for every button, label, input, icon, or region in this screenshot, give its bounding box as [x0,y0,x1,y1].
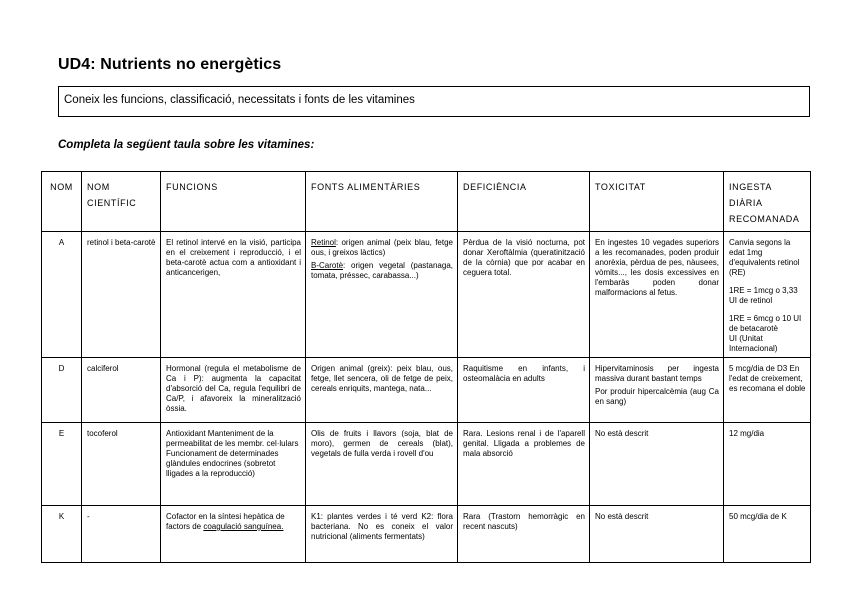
cell-fonts: K1: plantes verdes i té verd K2: flora bacteriana. No es coneix el valor nutricional (aliments fermentats) [306,506,458,563]
cell-ingesta [724,232,811,358]
cell-deficiencia: Raquitisme en infants, i osteomalàcia en adults [458,358,590,423]
cell-nom: D [42,358,82,423]
cell-fonts: Olis de fruits i llavors (soja, blat de moro), germen de cereals (blat), vegetals de fulla verda i rovell d'ou [306,423,458,506]
fonts-label: B-Carotè [311,261,344,270]
intro-text: Coneix les funcions, classificació, necessitats i fonts de les vitamines [64,94,415,106]
fonts-text: : origen animal (peix blau, fetge ous, i greixos làctics) [311,238,453,257]
header-nom: NOM [42,172,82,232]
fonts-text: : origen vegetal (pastanaga, tomata, préssec, carabassa...) [311,261,453,280]
cell-cientific: retinol i beta-carotè [82,232,161,358]
table-row-vitamin-k [42,506,811,563]
cell-funcions: Antioxidant Manteniment de la permeabilitat de les membr. cel·lulars Funcionament de determinades glàndules endocrines (sobretot lligades a la reproducció) [161,423,306,506]
cell-nom: A [42,232,82,358]
funcions-text: Cofactor en la síntesi hepàtica de factors de [166,512,285,531]
cell-funcions: El retinol intervé en la visió, participa en el creixement i reproducció, i el beta-carotè actua com a antioxidant i anticancerigen, [161,232,306,358]
page-title: UD4: Nutrients no energètics [58,56,282,73]
fonts-paragraph [311,238,453,258]
cell-funcions: Hormonal (regula el metabolisme de Ca i P): augmenta la capacitat d'absorció del Ca, regula l'equilibri de Ca/P, i afavoreix la mineralització òssia. [161,358,306,423]
cell-ingesta: 12 mg/dia [724,423,811,506]
table-row-vitamin-e [42,423,811,506]
ingesta-line: 1RE = 6mcg o 10 UI de betacarotè [729,314,802,333]
cell-cientific: tocoferol [82,423,161,506]
header-deficiencia: DEFICIÈNCIA [458,172,590,232]
cell-toxicitat: En ingestes 10 vegades superiors a les recomanades, poden produir anorèxia, pèrdua de pes, nàusees, vòmits..., les dosis excessives en l'embaràs poden donar malformacions al fetus. [590,232,724,358]
cell-ingesta: 5 mcg/dia de D3 En l'edat de creixement, es recomana el doble [724,358,811,423]
toxicitat-line: Hipervitaminosis per ingesta massiva durant bastant temps [595,364,719,383]
ingesta-line: 1RE = 1mcg o 3,33 UI de retinol [729,286,798,305]
cell-toxicitat: No està descrit [590,506,724,563]
header-funcions: FUNCIONS [161,172,306,232]
cell-toxicitat: No està descrit [590,423,724,506]
header-toxicitat: TOXICITAT [590,172,724,232]
ingesta-line: Canvia segons la edat 1mg d'equivalents retinol (RE) [729,238,800,277]
cell-cientific: calciferol [82,358,161,423]
cell-fonts: Origen animal (greix): peix blau, ous, fetge, llet sencera, oli de fetge de peix, cereals enriquits, mantega, nata... [306,358,458,423]
cell-deficiencia: Pèrdua de la visió nocturna, pot donar Xeroftàlmia (queratinització de la còrnia) que por acabar en ceguera total. [458,232,590,358]
table-row-vitamin-a [42,232,811,358]
cell-cientific: - [82,506,161,563]
cell-deficiencia: Rara (Trastorn hemorràgic en recent nascuts) [458,506,590,563]
cell-toxicitat [590,358,724,423]
vitamins-table [41,171,811,563]
table-instruction: Completa la següent taula sobre les vitamines: [58,139,315,151]
header-fonts: FONTS ALIMENTÀRIES [306,172,458,232]
cell-nom: K [42,506,82,563]
funcions-underlined: coagulació sanguínea. [203,522,284,531]
intro-box [58,86,810,117]
fonts-paragraph [311,261,453,281]
toxicitat-line: Por produir hipercalcèmia (aug Ca en sang) [595,387,719,406]
cell-fonts [306,232,458,358]
fonts-label: Retinol [311,238,336,247]
cell-deficiencia: Rara. Lesions renal i de l'aparell genital. Lligada a problemes de mala absorció [458,423,590,506]
table-row-vitamin-d [42,358,811,423]
table-header-row [42,172,811,232]
header-nom-cientific: NOM CIENTÍFIC [82,172,161,232]
cell-funcions [161,506,306,563]
cell-nom: E [42,423,82,506]
cell-ingesta: 50 mcg/dia de K [724,506,811,563]
header-ingesta: INGESTA DIÀRIA RECOMANADA [724,172,811,232]
ingesta-line: UI (Unitat Internacional) [729,334,778,353]
